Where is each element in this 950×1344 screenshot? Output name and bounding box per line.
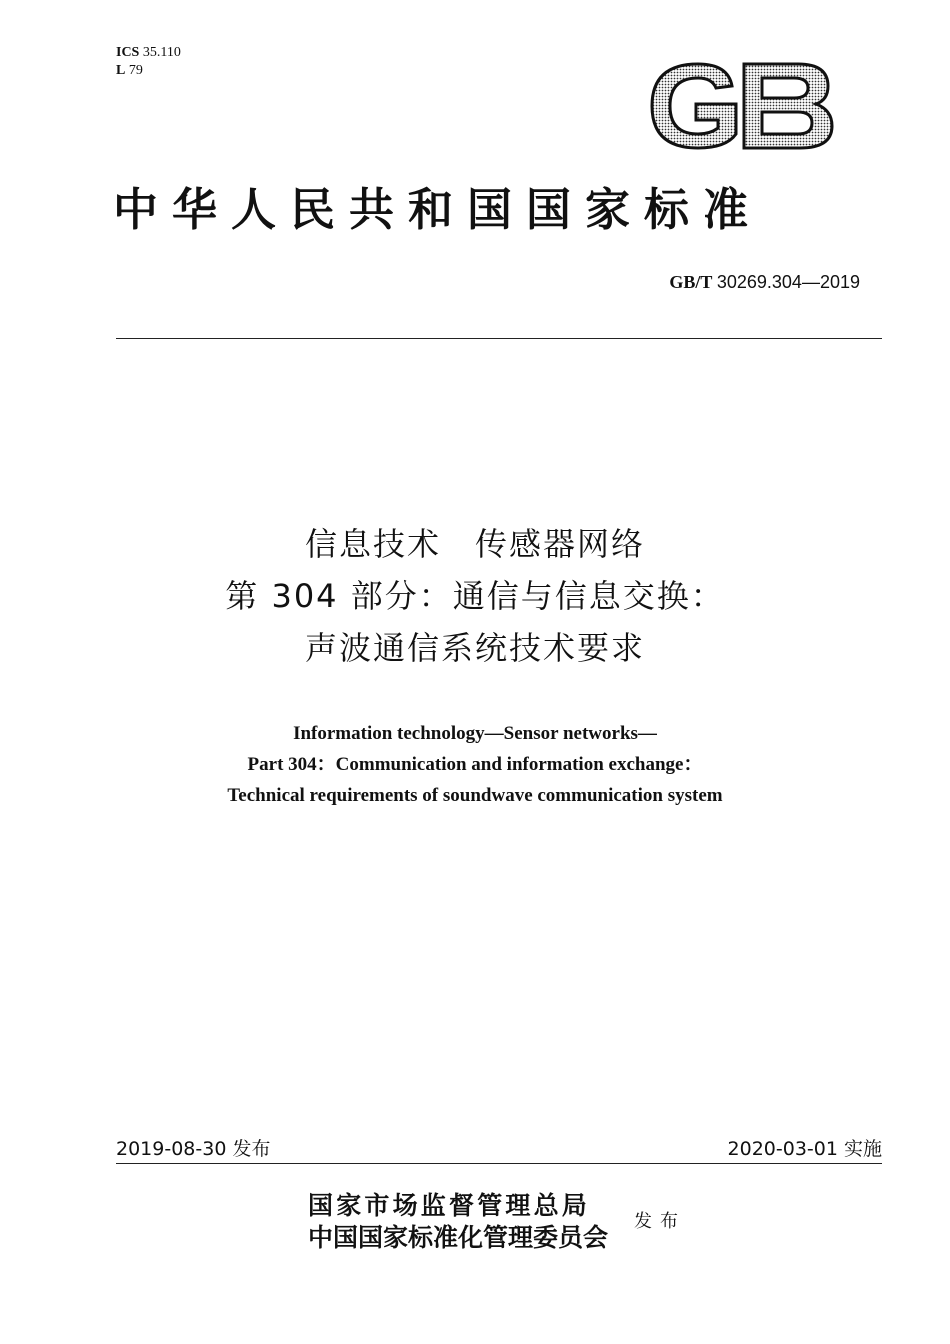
title-cn-line-2: 第 304 部分：通信与信息交换： bbox=[225, 577, 725, 615]
classification-codes bbox=[116, 44, 181, 80]
title-en-line-1: Information technology—Sensor networks— bbox=[293, 723, 657, 744]
standard-number bbox=[669, 272, 860, 293]
ics-value: 35.110 bbox=[142, 45, 181, 60]
gb-logo bbox=[640, 56, 840, 156]
publish-label: 发布 bbox=[634, 1211, 686, 1232]
issuer-sac: 中国国家标准化管理委员会 bbox=[308, 1223, 609, 1252]
title-english bbox=[0, 718, 950, 811]
issuing-authorities bbox=[308, 1190, 608, 1254]
ics-label: ICS bbox=[116, 45, 140, 60]
title-chinese bbox=[0, 518, 950, 674]
standard-prefix: GB/T bbox=[669, 272, 713, 292]
ccs-label: L bbox=[116, 63, 126, 78]
title-en-line-3: Technical requirements of soundwave communication system bbox=[227, 785, 723, 806]
gb-logo-icon bbox=[640, 56, 840, 156]
title-cn-line-3: 声波通信系统技术要求 bbox=[304, 629, 645, 667]
ccs-line bbox=[116, 62, 181, 80]
title-cn-line-1: 信息技术 传感器网络 bbox=[304, 525, 645, 563]
bottom-divider bbox=[116, 1163, 882, 1164]
top-divider bbox=[116, 338, 882, 339]
implementation-date: 2020-03-01 实施 bbox=[727, 1138, 882, 1160]
issuer-samr: 国家市场监督管理总局 bbox=[308, 1191, 591, 1220]
ics-line bbox=[116, 44, 181, 62]
national-standard-heading: 中华人民共和国国家标准 bbox=[113, 183, 763, 236]
ccs-value: 79 bbox=[128, 63, 143, 78]
standard-code: 30269.304—2019 bbox=[716, 272, 860, 292]
title-en-line-2: Part 304：Communication and information exchange： bbox=[247, 754, 703, 775]
issue-date: 2019-08-30 发布 bbox=[116, 1138, 271, 1160]
